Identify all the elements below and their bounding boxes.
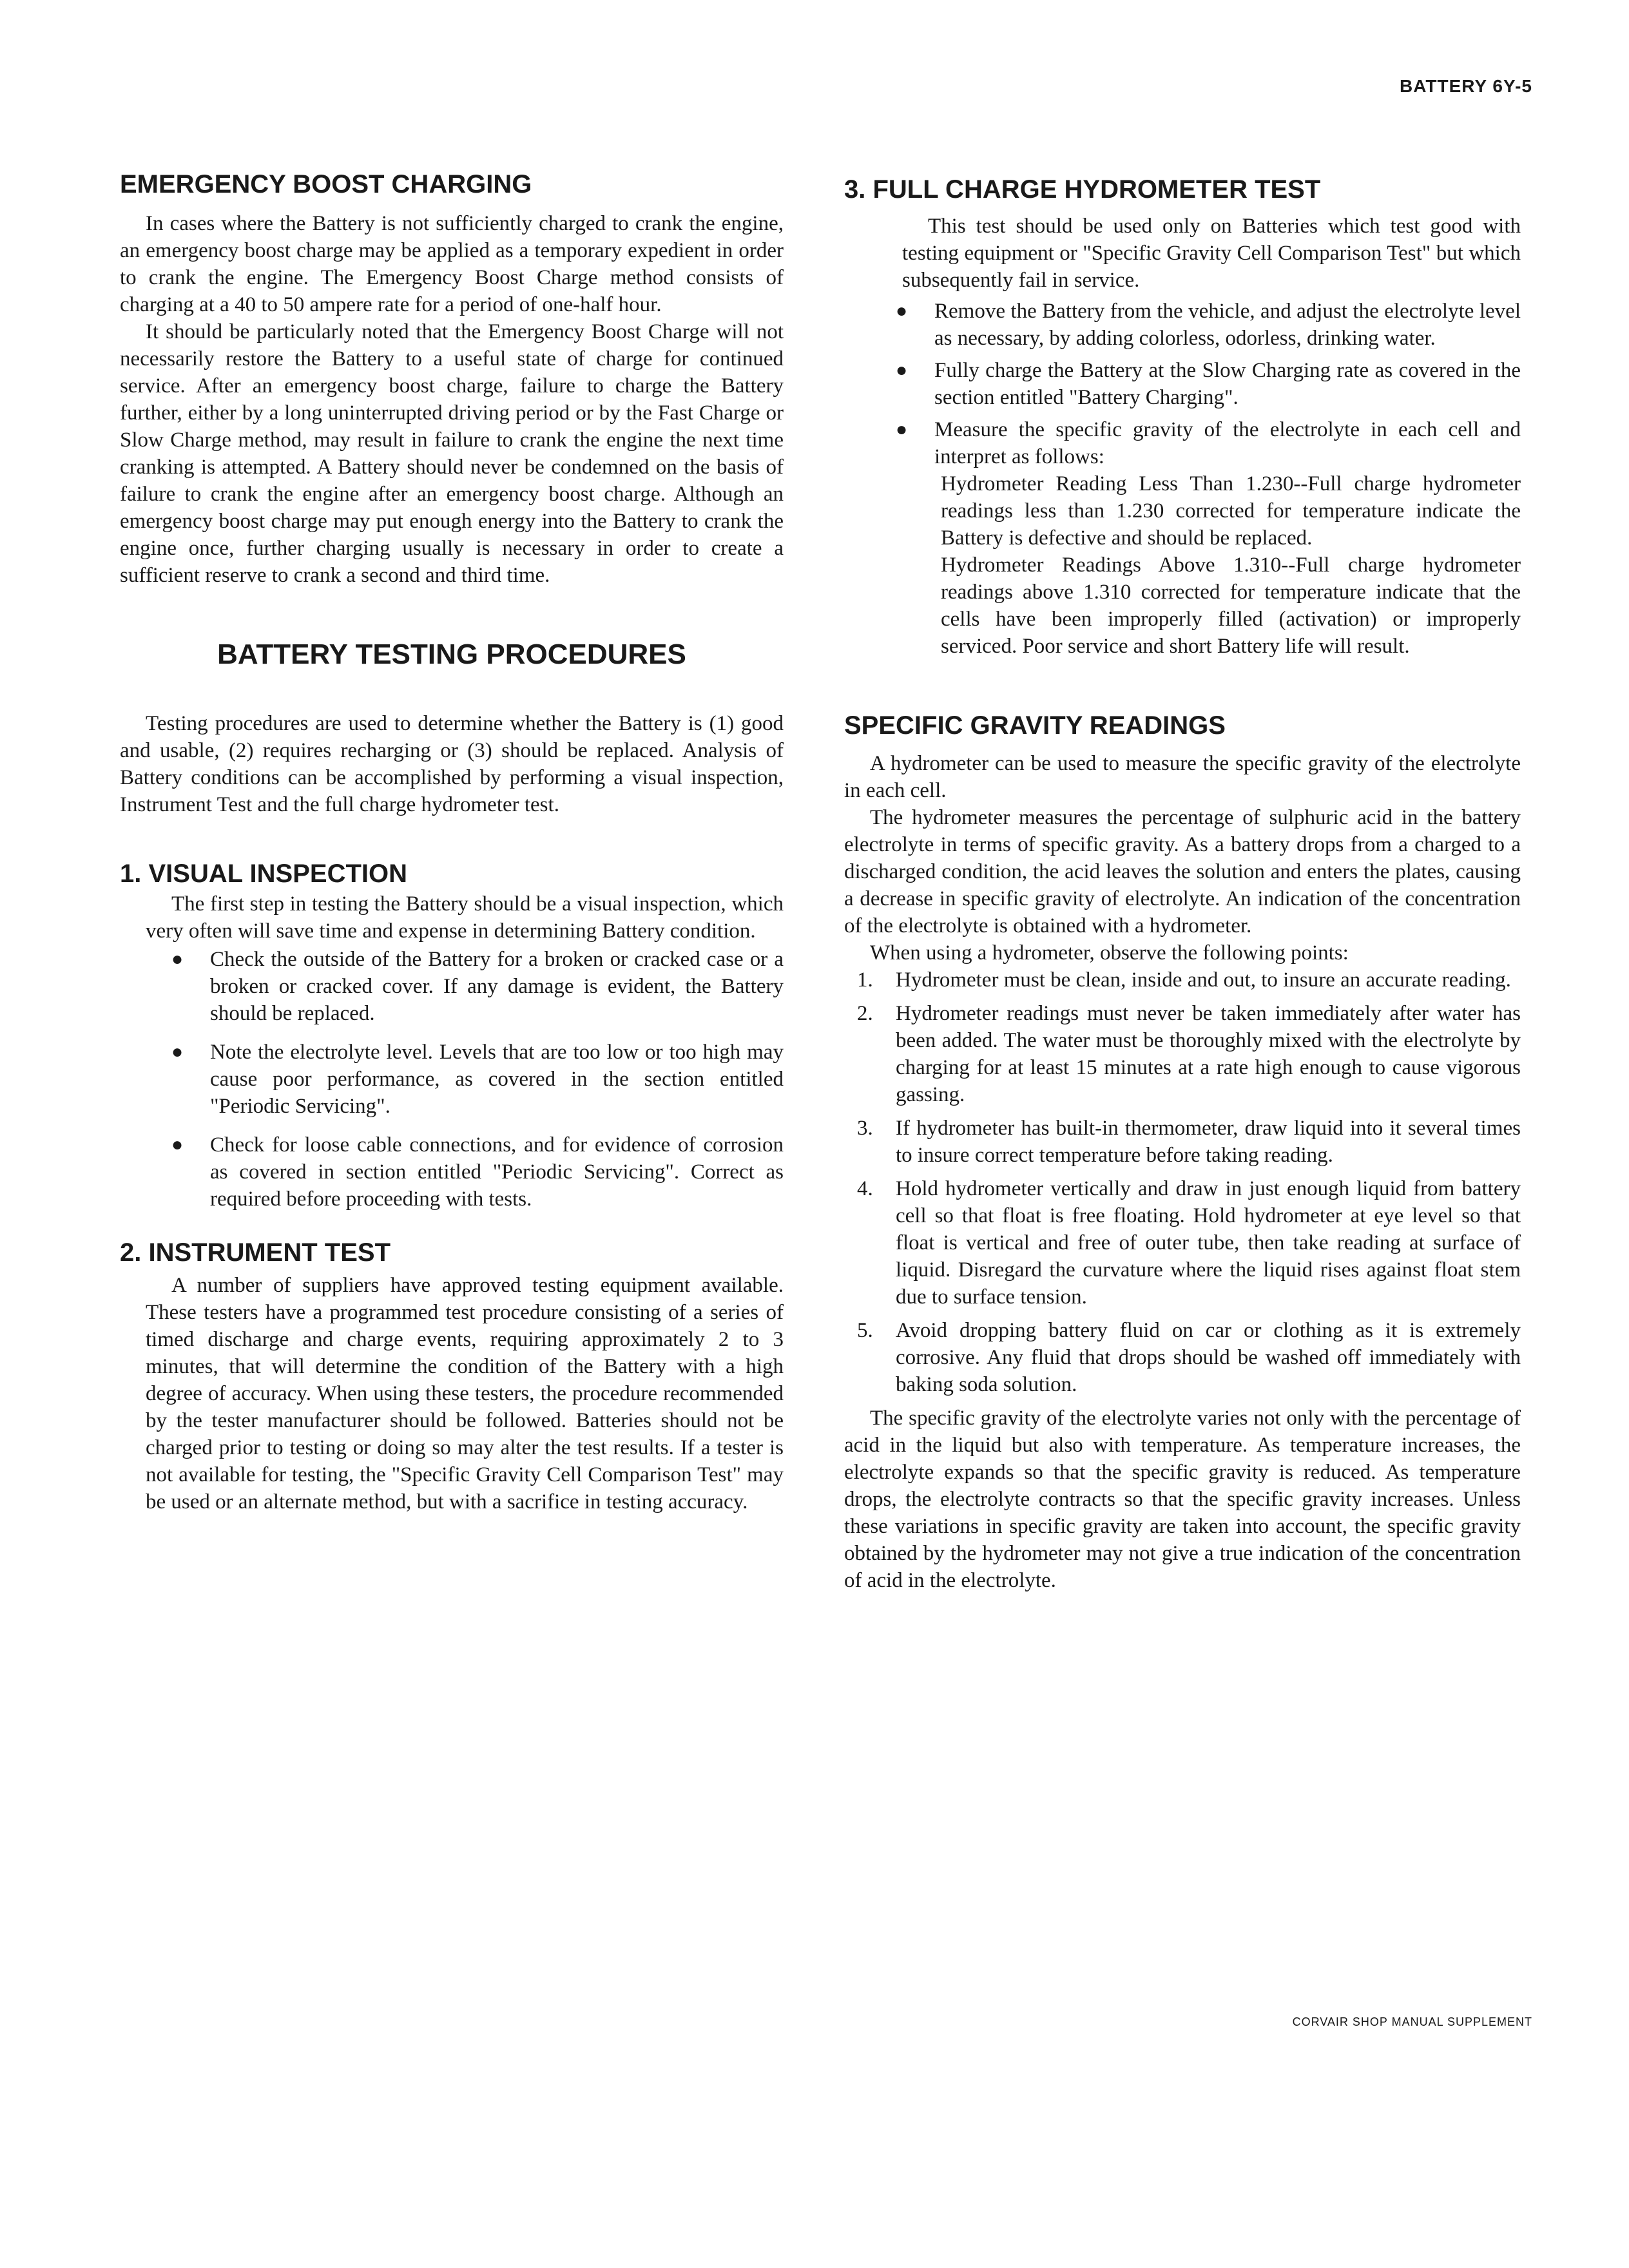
gravity-points-list [844, 966, 1521, 1398]
instrument-block [120, 1272, 784, 1515]
list-item: 1. Hydrometer must be clean, inside and out, to insure an accurate reading. [857, 968, 1511, 992]
visual-inspection-heading: 1. VISUAL INSPECTION [120, 860, 408, 888]
visual-bullet-list [120, 946, 784, 1213]
bullet-icon: ● [896, 360, 908, 381]
list-item: ● Check for loose cable connections, and for evidence of corrosion as covered in section entitled "Periodic Servicing". Correct as required before proceeding with tests. [120, 1131, 784, 1213]
visual-intro-block [120, 890, 784, 945]
hydrometer-less-than-paragraph: Hydrometer Reading Less Than 1.230--Full charge hydrometer readings less than 1.230 corrected for temperature indicate the Battery is defective and should be replaced. [941, 472, 1521, 550]
instrument-test-heading: 2. INSTRUMENT TEST [120, 1238, 391, 1267]
bullet-icon: ● [171, 1134, 184, 1155]
bullet-icon: ● [896, 300, 908, 322]
hydrometer-test-heading: 3. FULL CHARGE HYDROMETER TEST [844, 175, 1321, 204]
list-item: 3. If hydrometer has built-in thermometer, draw liquid into it several times to insure correct temperature before taking reading. [857, 1117, 1521, 1167]
hydrometer-bullet-list [844, 298, 1521, 470]
right-column [844, 169, 1521, 1594]
bullet-icon: ● [171, 948, 184, 970]
bullet-icon: ● [896, 419, 908, 440]
list-item: 4. Hold hydrometer vertically and draw in just enough liquid from battery cell so that float is free floating. Hold hydrometer at eye level so that float is vertical and free of outer tube, then take reading at surface of liquid. Disregard the curvature where the liquid rises against float stem due to surface tension. [857, 1177, 1521, 1309]
bullet-icon: ● [171, 1041, 184, 1062]
hydrometer-intro-block [844, 213, 1521, 294]
gravity-paragraph-4: The specific gravity of the electrolyte varies not only with the percentage of acid in the liquid but also with temperature. As temperature increases, the electrolyte expands so that the specific gravity is reduced. As temperature drops, the electrolyte contracts so that the specific gravity increases. Unless these variations in specific gravity are taken into account, the specific gravity obtained by the hydrometer may not give a true indication of the concentration of acid in the electrolyte. [844, 1407, 1521, 1592]
hydrometer-intro-paragraph: This test should be used only on Batteries which test good with testing equipment or "Specific Gravity Cell Comparison Test" but which subsequently fail in service. [902, 215, 1521, 292]
gravity-paragraph-3: When using a hydrometer, observe the following points: [870, 941, 1349, 965]
list-item: ● Note the electrolyte level. Levels that are too low or too high may cause poor performance, as covered in the section entitled "Periodic Servicing". [120, 1039, 784, 1120]
testing-paragraph: Testing procedures are used to determine whether the Battery is (1) good and usable, (2) requires recharging or (3) should be replaced. Analysis of Battery conditions can be accomplished by performing a visual inspection, Instrument Test and the full charge hydrometer test. [120, 712, 784, 816]
hydrometer-above-paragraph: Hydrometer Readings Above 1.310--Full charge hydrometer readings above 1.310 corrected for temperature indicate that the cells have been improperly filled (activation) or improperly serviced. Poor service and short Battery life will result. [941, 553, 1521, 658]
page-header: BATTERY 6Y-5 [1400, 76, 1532, 96]
hydrometer-sub-block [844, 470, 1521, 660]
list-item: 5. Avoid dropping battery fluid on car or clothing as it is extremely corrosive. Any fluid that drops should be washed off immediately with baking soda solution. [857, 1319, 1521, 1396]
instrument-paragraph: A number of suppliers have approved testing equipment available. These testers have a programmed test procedure consisting of a series of timed discharge and charge events, requiring approximately 2 to 3 minutes, that will determine the condition of the Battery with a high degree of accuracy. When using these testers, the procedure recommended by the tester manufacturer should be followed. Batteries should not be charged prior to testing or doing so may alter the test results. If a tester is not available for testing, the "Specific Gravity Cell Comparison Test" may be used or an alternate method, but with a sacrifice in testing accuracy. [146, 1274, 784, 1514]
list-item: 2. Hydrometer readings must never be taken immediately after water has been added. The water must be thoroughly mixed with the electrolyte by charging for at least 15 minutes at a rate high enough to cause vigorous gassing. [857, 1002, 1521, 1106]
visual-intro-paragraph: The first step in testing the Battery should be a visual inspection, which very often will save time and expense in determining Battery condition. [146, 892, 784, 943]
list-item: ● Check the outside of the Battery for a broken or cracked case or a broken or cracked cover. If any damage is evident, the Battery should be replaced. [120, 946, 784, 1027]
emergency-paragraph-2: It should be particularly noted that the Emergency Boost Charge will not necessarily restore the Battery to a useful state of charge for continued service. After an emergency boost charge, failure to charge the Battery further, either by a long uninterrupted driving period or by the Fast Charge or Slow Charge method, may result in failure to crank the engine the next time cranking is attempted. A Battery should never be condemned on the basis of failure to crank the engine after an emergency boost charge. Although an emergency boost charge may put enough energy into the Battery to crank the engine once, further charging usually is necessary in order to create a sufficient reserve to crank a second and third time. [120, 320, 784, 587]
list-item: ● Fully charge the Battery at the Slow Charging rate as covered in the section entitled "Battery Charging". [844, 357, 1521, 411]
gravity-paragraph-2: The hydrometer measures the percentage of sulphuric acid in the battery electrolyte in terms of specific gravity. As a battery drops from a charged to a discharged condition, the acid leaves the solution and enters the plates, causing a decrease in specific gravity of electrolyte. An indication of the concentration of the electrolyte is obtained with a hydrometer. [844, 806, 1521, 937]
emergency-paragraph-1: In cases where the Battery is not sufficiently charged to crank the engine, an emergency boost charge may be applied as a temporary expedient in order to crank the engine. The Emergency Boost Charge method consists of charging at a 40 to 50 ampere rate for a period of one-half hour. [120, 212, 784, 316]
gravity-paragraph-1: A hydrometer can be used to measure the specific gravity of the electrolyte in each cell. [844, 752, 1521, 802]
testing-heading: BATTERY TESTING PROCEDURES [217, 639, 686, 670]
list-item: ● Remove the Battery from the vehicle, and adjust the electrolyte level as necessary, by adding colorless, odorless, drinking water. [844, 298, 1521, 352]
specific-gravity-heading: SPECIFIC GRAVITY READINGS [844, 711, 1226, 740]
page-footer: CORVAIR SHOP MANUAL SUPPLEMENT [1292, 2015, 1532, 2028]
emergency-heading: EMERGENCY BOOST CHARGING [120, 170, 532, 198]
left-column [120, 169, 784, 1515]
list-item: ● Measure the specific gravity of the electrolyte in each cell and interpret as follows: [844, 416, 1521, 470]
